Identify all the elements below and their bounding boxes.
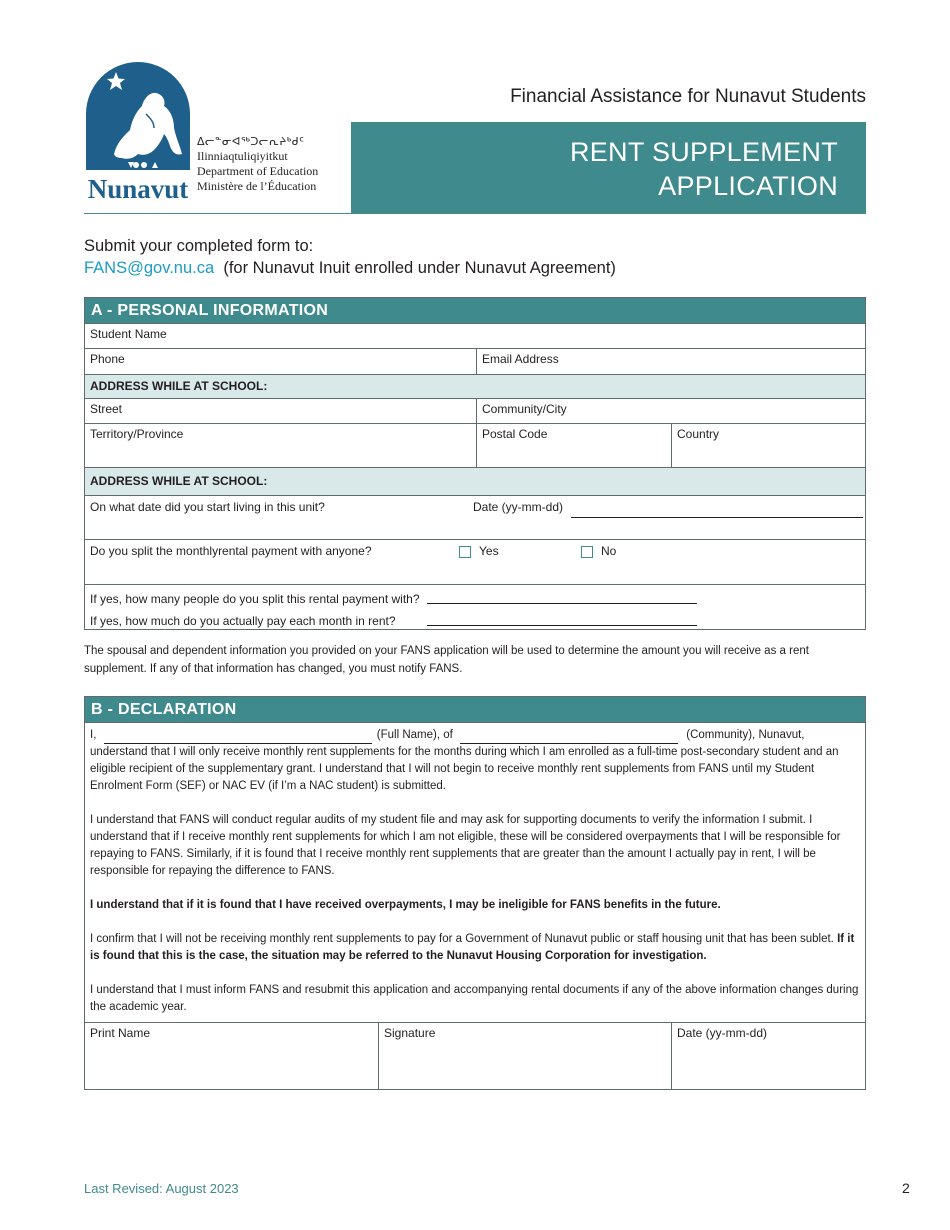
people-split-input[interactable] (427, 591, 697, 604)
split-payment-cell (85, 540, 865, 584)
declaration-full-name-input[interactable] (104, 732, 372, 744)
signature-date-label: Date (yy-mm-dd) (677, 1026, 768, 1040)
people-split-question: If yes, how many people do you split this rental payment with? (90, 592, 420, 606)
print-name-label: Print Name (90, 1026, 151, 1040)
form-title-line-2: APPLICATION (658, 171, 838, 201)
submit-email-link[interactable]: FANS@gov.nu.ca (84, 259, 215, 277)
declaration-community-label: (Community), Nunavut, (686, 729, 805, 741)
section-b-title: B - DECLARATION (85, 697, 865, 722)
nunavut-logo-emblem-icon (84, 62, 194, 200)
student-name-row (85, 323, 865, 348)
declaration-paragraph-4-warning: If it is found that this is the case, the situation may be referred to the Nunavut Housing Corporation for investigation. (90, 933, 855, 962)
department-name-english: Department of Education (197, 164, 319, 178)
student-name-field[interactable] (85, 324, 865, 348)
declaration-paragraph-5: I understand that I must inform FANS and resubmit this application and accompanying rental documents if any of the above information changes during the academic year. (90, 984, 859, 1013)
department-name-syllabics: ᐃᓕᓐᓂᐊᖅᑐᓕᕆᔨᒃᑯᑦ (197, 135, 305, 148)
header-divider (84, 213, 866, 214)
declaration-paragraph-4 (90, 931, 859, 965)
last-revised: Last Revised: August 2023 (84, 1181, 239, 1196)
region-row (85, 423, 865, 467)
form-title (351, 122, 866, 214)
declaration-paragraph-3: I understand that if it is found that I have received overpayments, I may be ineligible for FANS benefits in the future. (90, 899, 721, 911)
address-subheading-1: ADDRESS WHILE AT SCHOOL: (85, 375, 865, 398)
contact-row (85, 348, 865, 374)
country-label: Country (677, 427, 720, 441)
split-yes-checkbox[interactable] (459, 546, 471, 558)
phone-label: Phone (90, 352, 125, 366)
split-no-checkbox[interactable] (581, 546, 593, 558)
signature-field[interactable] (378, 1023, 671, 1089)
split-no-label: No (601, 544, 617, 558)
country-field[interactable] (671, 424, 865, 467)
declaration-community-input[interactable] (460, 732, 678, 744)
start-date-cell (85, 496, 865, 539)
declaration-text (85, 722, 865, 1022)
department-name-block (197, 134, 318, 194)
declaration-i-label: I, (90, 729, 97, 741)
submit-heading: Submit your completed form to: (84, 237, 314, 255)
street-label: Street (90, 402, 123, 416)
program-subtitle: Financial Assistance for Nunavut Students (510, 86, 866, 107)
section-personal-information (84, 297, 866, 630)
street-field[interactable] (85, 399, 476, 423)
community-city-label: Community/City (482, 402, 567, 416)
declaration-paragraph-1-text: understand that I will only receive monthly rent supplements for the months during which I am enrolled as a full-time post-secondary student and an eligible recipient of the supplementary grant. I understand that I will not begin to receive monthly rent supplements from FANS until my Student Enrolment Form (SEF) or NAC EV (if I’m a NAC student) is submitted. (90, 746, 839, 792)
people-split-line (90, 588, 865, 610)
start-date-input[interactable] (571, 504, 863, 518)
declaration-paragraph-4-text: I confirm that I will not be receiving monthly rent supplements to pay for a Government of Nunavut public or staff housing unit that has been sublet. (90, 933, 834, 945)
department-name-inuinnaqtun: Ilinniaqtuliqiyitkut (197, 149, 288, 163)
form-title-line-1: RENT SUPPLEMENT (569, 137, 838, 167)
print-name-field[interactable] (85, 1023, 378, 1089)
split-no-option[interactable] (581, 544, 616, 558)
page-number: 2 (902, 1180, 910, 1196)
street-row (85, 398, 865, 423)
start-date-question: On what date did you start living in this unit? (90, 500, 325, 514)
signature-label: Signature (384, 1026, 436, 1040)
split-details-cell (85, 585, 865, 629)
split-yes-label: Yes (479, 544, 499, 558)
split-yes-option[interactable] (459, 544, 499, 558)
student-name-label: Student Name (90, 327, 167, 341)
department-name-french: Ministère de l’Éducation (197, 179, 317, 193)
signature-row (85, 1022, 865, 1089)
territory-province-field[interactable] (85, 424, 476, 467)
declaration-paragraph-2: I understand that FANS will conduct regular audits of my student file and may ask for supporting documents to verify the information I submit. I understand that if I receive monthly rent supplements for which I am not eligible, these will be considered overpayments that I will be responsible for repaying to FANS. Similarly, if it is found that I receive monthly rent supplements that are greater than the amount I actually pay in rent, I will be responsible for repaying the difference to FANS. (90, 814, 841, 877)
postal-code-field[interactable] (476, 424, 671, 467)
section-a-title: A - PERSONAL INFORMATION (85, 298, 865, 323)
phone-field[interactable] (85, 349, 476, 374)
submit-instructions (84, 259, 616, 278)
section-declaration (84, 696, 866, 1090)
territory-province-label: Territory/Province (90, 427, 184, 441)
monthly-pay-line (90, 610, 865, 632)
email-address-field[interactable] (476, 349, 865, 374)
address-subheading-row-1 (85, 374, 865, 398)
submit-email-note: (for Nunavut Inuit enrolled under Nunavut Agreement) (223, 259, 616, 277)
start-date-label: Date (yy-mm-dd) (473, 500, 564, 514)
signature-date-field[interactable] (671, 1023, 865, 1089)
split-payment-question: Do you split the monthlyrental payment with anyone? (90, 544, 372, 558)
declaration-paragraph-1 (90, 727, 859, 795)
nunavut-logo (84, 62, 194, 200)
start-date-row (85, 495, 865, 539)
email-address-label: Email Address (482, 352, 559, 366)
monthly-pay-input[interactable] (427, 613, 697, 626)
split-details-row (85, 584, 865, 629)
community-city-field[interactable] (476, 399, 865, 423)
monthly-pay-question: If yes, how much do you actually pay each month in rent? (90, 614, 396, 628)
spousal-dependent-note: The spousal and dependent information you provided on your FANS application will be used to determine the amount you will receive as a rent supplement. If any of that information has changed, you must notify FANS. (84, 645, 809, 675)
address-subheading-2: ADDRESS WHILE AT SCHOOL: (85, 468, 865, 495)
postal-code-label: Postal Code (482, 427, 548, 441)
logo-wordmark: Nunavut (87, 174, 189, 200)
address-subheading-row-2 (85, 467, 865, 495)
split-payment-row (85, 539, 865, 584)
declaration-full-name-label: (Full Name), of (376, 729, 453, 741)
